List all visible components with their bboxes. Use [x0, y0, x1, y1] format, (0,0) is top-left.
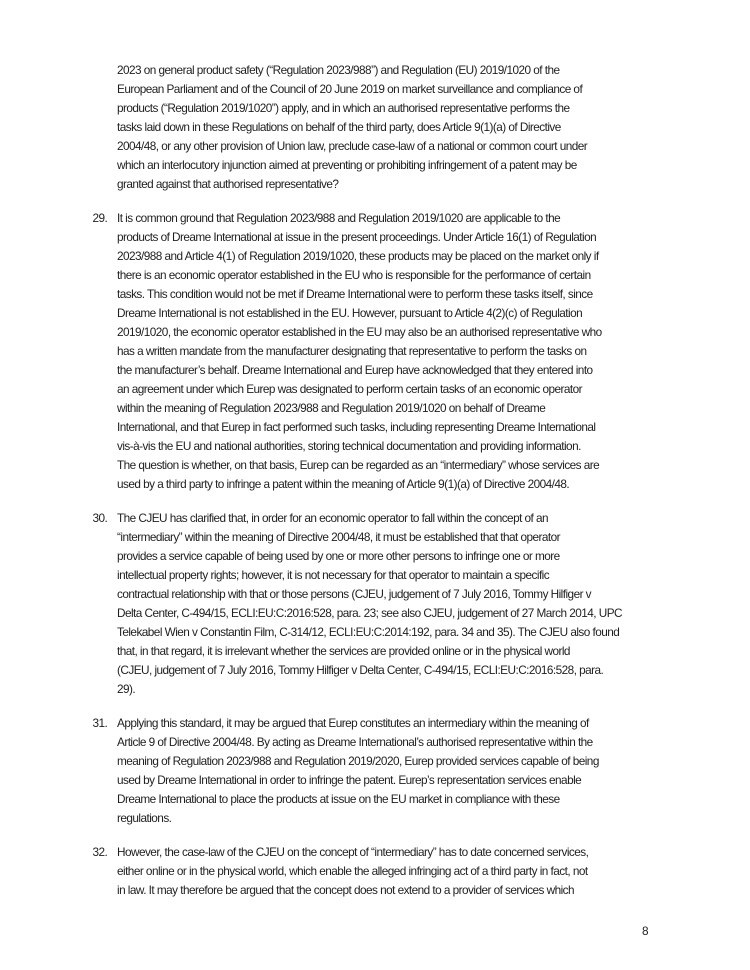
text-line: Dreame International to place the products at issue on the EU market in compliance with these — [117, 792, 560, 806]
text-line: products (“Regulation 2019/1020”) apply, and in which an authorised representative performs the — [117, 101, 570, 115]
text-line: regulations. — [117, 811, 172, 825]
numbered-paragraph — [92, 509, 677, 699]
text-line: the manufacturer’s behalf. Dreame International and Eurep have acknowledged that they entered into — [117, 363, 593, 377]
text-line: European Parliament and of the Council of 20 June 2019 on market surveillance and compliance of — [117, 82, 583, 96]
text-line: there is an economic operator established in the EU who is responsible for the performance of certain — [117, 268, 591, 282]
text-line: has a written mandate from the manufacturer designating that representative to perform the tasks on — [117, 344, 587, 358]
text-line: Telekabel Wien v Constantin Film, C-314/12, ECLI:EU:C:2014:192, para. 34 and 35). The CJEU also found — [117, 625, 620, 639]
text-line: products of Dreame International at issue in the present proceedings. Under Article 16(1) of Regulation — [117, 230, 597, 244]
text-line: “intermediary” within the meaning of Directive 2004/48, it must be established that that operator — [117, 530, 561, 544]
text-line: 2004/48, or any other provision of Union law, preclude case-law of a national or common court under — [117, 139, 588, 153]
text-line: Delta Center, C-494/15, ECLI:EU:C:2016:528, para. 23; see also CJEU, judgement of 27 March 2014, UPC — [117, 606, 623, 620]
text-line: 29). — [117, 682, 136, 696]
text-line: contractual relationship with that or those persons (CJEU, judgement of 7 July 2016, Tommy Hilfiger v — [117, 587, 592, 601]
numbered-paragraph — [92, 843, 677, 900]
paragraph-number: 29. — [92, 211, 108, 225]
text-line: Article 9 of Directive 2004/48. By acting as Dreame International’s authorised representative within the — [117, 735, 593, 749]
text-line: Applying this standard, it may be argued that Eurep constitutes an intermediary within the meaning of — [117, 716, 589, 730]
text-line: (CJEU, judgement of 7 July 2016, Tommy Hilfiger v Delta Center, C-494/15, ECLI:EU:C:2016:528, para. — [117, 663, 604, 677]
text-line: in law. It may therefore be argued that the concept does not extend to a provider of services which — [117, 883, 575, 897]
text-line: which an interlocutory injunction aimed at preventing or prohibiting infringement of a patent may be — [117, 158, 577, 172]
paragraph-number: 32. — [92, 845, 108, 859]
text-line: 2023/988 and Article 4(1) of Regulation 2019/1020, these products may be placed on the market only if — [117, 249, 599, 263]
text-line: 2023 on general product safety (“Regulation 2023/988”) and Regulation (EU) 2019/1020 of the — [117, 63, 560, 77]
text-line: It is common ground that Regulation 2023/988 and Regulation 2019/1020 are applicable to the — [117, 211, 561, 225]
text-line: tasks. This condition would not be met if Dreame International were to perform these tasks itself, since — [117, 287, 593, 301]
text-line: that, in that regard, it is irrelevant whether the services are provided online or in the physical world — [117, 644, 570, 658]
text-line: However, the case-law of the CJEU on the concept of “intermediary” has to date concerned services, — [117, 845, 589, 859]
text-line: used by a third party to infringe a patent within the meaning of Article 9(1)(a) of Directive 2004/48. — [117, 477, 570, 491]
text-line: Dreame International is not established in the EU. However, pursuant to Article 4(2)(c) of Regulation — [117, 306, 583, 320]
text-line: used by Dreame International in order to infringe the patent. Eurep’s representation services enable — [117, 773, 582, 787]
text-line: intellectual property rights; however, it is not necessary for that operator to maintain a specific — [117, 568, 550, 582]
text-line: provides a service capable of being used by one or more other persons to infringe one or more — [117, 549, 560, 563]
page-number: 8 — [642, 924, 649, 938]
text-line: meaning of Regulation 2023/988 and Regulation 2019/2020, Eurep provided services capable of being — [117, 754, 599, 768]
text-line: International, and that Eurep in fact performed such tasks, including representing Dreame International — [117, 420, 596, 434]
text-line: an agreement under which Eurep was designated to perform certain tasks of an economic operator — [117, 382, 583, 396]
paragraph-number: 30. — [92, 511, 108, 525]
text-line: The question is whether, on that basis, Eurep can be regarded as an “intermediary” whose services are — [117, 458, 600, 472]
document-body — [92, 61, 677, 900]
text-line: granted against that authorised representative? — [117, 177, 339, 191]
numbered-paragraph — [92, 209, 677, 494]
text-line: within the meaning of Regulation 2023/988 and Regulation 2019/1020 on behalf of Dreame — [117, 401, 546, 415]
text-line: The CJEU has clarified that, in order for an economic operator to fall within the concept of an — [117, 511, 549, 525]
text-line: vis-à-vis the EU and national authorities, storing technical documentation and providing information. — [117, 439, 581, 453]
text-line: 2019/1020, the economic operator established in the EU may also be an authorised representative who — [117, 325, 602, 339]
continuation-paragraph — [117, 61, 677, 194]
paragraph-number: 31. — [92, 716, 108, 730]
text-line: either online or in the physical world, which enable the alleged infringing act of a third party in fact, not — [117, 864, 588, 878]
text-line: tasks laid down in these Regulations on behalf of the third party, does Article 9(1)(a) of Directive — [117, 120, 561, 134]
numbered-paragraph — [92, 714, 677, 828]
